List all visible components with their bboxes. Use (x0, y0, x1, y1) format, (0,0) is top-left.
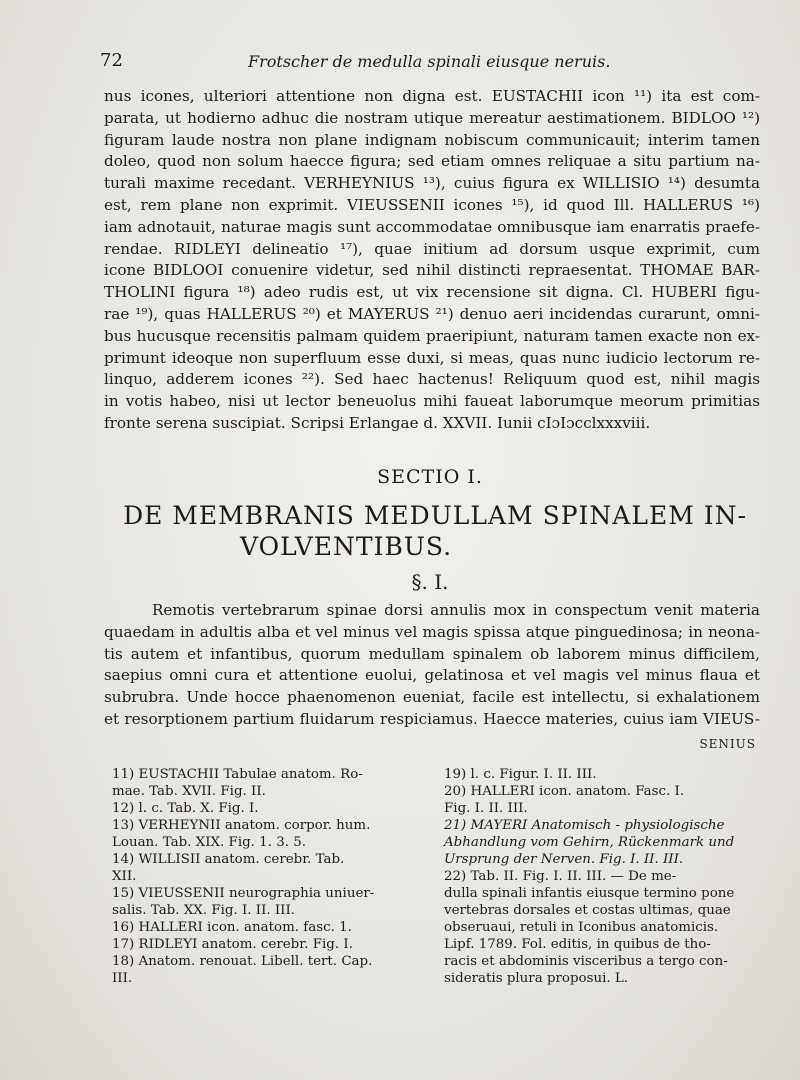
footnote-line: obseruaui, retuli in Iconibus anatomicis. (444, 920, 719, 935)
footnote-line: 13) VERHEYNII anatom. corpor. hum. (112, 818, 371, 833)
footnote-line: Lipf. 1789. Fol. editis, in quibus de tho- (444, 937, 711, 952)
text-line: rae ¹⁹), quas HALLERUS ²⁰) et MAYERUS ²¹) denuo aeri incidendas curarunt, omni- (104, 304, 760, 323)
text-line: rendae. RIDLEYI delineatio ¹⁷), quae initium ad dorsum usque exprimit, cum (104, 239, 760, 258)
footnote-line: 20) HALLERI icon. anatom. Fasc. I. (444, 784, 685, 799)
text-line: tis autem et infantibus, quorum medullam spinalem ob laborem minus difficilem, (104, 644, 760, 663)
text-line: in votis habeo, nisi ut lector beneuolus mihi faueat laborumque meorum primitias (104, 392, 760, 411)
section-title (110, 500, 760, 562)
text-line: subrubra. Unde hocce phaenomenon eueniat, facile est intellectu, si exhalationem (104, 688, 760, 707)
footnote-line: vertebras dorsales et costas ultimas, quae (444, 903, 731, 918)
section-label: SECTIO I. (377, 466, 483, 488)
footnote-line: 19) l. c. Figur. I. II. III. (444, 767, 597, 782)
body-paragraph (104, 600, 760, 731)
text-line: parata, ut hodierno adhuc die nostram utique mereatur aestimationem. BIDLOO ¹²) (104, 108, 760, 127)
text-line: turali maxime recedant. VERHEYNIUS ¹³), cuius figura ex WILLISIO ¹⁴) desumta (104, 174, 760, 193)
footnote-line: Ursprung der Nerven. Fig. I. II. III. (444, 852, 684, 867)
page-header (100, 50, 760, 80)
footnote-line: salis. Tab. XX. Fig. I. II. III. (112, 903, 296, 918)
text-line: fronte serena suscipiat. Scripsi Erlangae d. XXVII. Iunii cIɔIɔcclxxxviii. (104, 413, 651, 432)
footnote-line: 12) l. c. Tab. X. Fig. I. (112, 801, 259, 816)
text-line: iam adnotauit, naturae magis sunt accommodatae omnibusque iam enarratis praefe- (104, 217, 760, 236)
text-line: est, rem plane non exprimit. VIEUSSENII icones ¹⁵), id quod Ill. HALLERUS ¹⁶) (104, 195, 760, 214)
footnote-line: mae. Tab. XVII. Fig. II. (112, 784, 266, 799)
text-line: quaedam in adultis alba et vel minus vel magis spissa atque pinguedinosa; in neona- (104, 622, 760, 641)
text-line: saepius omni cura et attentione euolui, gelatinosa et vel magis vel minus flaua et (104, 666, 760, 685)
footnote-line: 18) Anatom. renouat. Libell. tert. Cap. (112, 954, 373, 969)
catchword: SENIUS (699, 737, 756, 751)
running-head: Frotscher de medulla spinali eiusque neruis. (248, 52, 611, 71)
footnote-line: 17) RIDLEYI anatom. cerebr. Fig. I. (112, 937, 353, 952)
page-number: 72 (100, 50, 123, 71)
intro-paragraph (104, 86, 760, 435)
text-line: et resorptionem partium fluidarum respiciamus. Haecce materies, cuius iam VIEUS- (104, 709, 760, 728)
footnote-line: Abhandlung vom Gehirn, Rückenmark und (444, 835, 735, 850)
text-line: doleo, quod non solum haecce figura; sed etiam omnes reliquae a situ partium na- (104, 152, 760, 171)
footnote-line: sideratis plura proposui. L. (444, 971, 629, 986)
footnote-line: dulla spinali infantis eiusque termino pone (444, 886, 735, 901)
footnote-line: 11) EUSTACHII Tabulae anatom. Ro- (112, 767, 363, 782)
footnote-line: 22) Tab. II. Fig. I. II. III. — De me- (444, 869, 677, 884)
text-line: bus hucusque recensitis palmam quidem praeripiunt, naturam tamen exacte non ex- (104, 326, 760, 345)
text-line: linquo, adderem icones ²²). Sed haec hactenus! Reliquum quod est, nihil magis (104, 370, 760, 389)
text-line: nus icones, ulteriori attentione non digna est. EUSTACHII icon ¹¹) ita est com- (104, 87, 760, 105)
section-title-line: DE MEMBRANIS MEDULLAM SPINALEM IN- (123, 501, 747, 530)
footnote-line: III. (112, 971, 133, 986)
footnote-line: 14) WILLISII anatom. cerebr. Tab. (112, 852, 345, 867)
text-line: THOLINI figura ¹⁸) adeo rudis est, ut vix recensione sit digna. Cl. HUBERI figu- (104, 283, 760, 302)
footnote-line: 16) HALLERI icon. anatom. fasc. 1. (112, 920, 352, 935)
paragraph-number: §. I. (411, 570, 449, 594)
footnotes-left-column (112, 766, 410, 987)
footnote-line: racis et abdominis visceribus a tergo con- (444, 954, 728, 969)
text-line: icone BIDLOOI conuenire videtur, sed nihil distincti repraesentat. THOMAE BAR- (104, 261, 760, 280)
text-line: primunt ideoque non superfluum esse duxi, si meas, quas nunc iudicio lectorum re- (104, 348, 760, 367)
text-line: Remotis vertebrarum spinae dorsi annulis mox in conspectum venit materia (152, 601, 760, 619)
footnote-line: 21) MAYERI Anatomisch - physiologische (444, 818, 725, 833)
section-title-line: VOLVENTIBUS. (240, 532, 453, 561)
footnote-line: Fig. I. II. III. (444, 801, 528, 816)
footnote-line: 15) VIEUSSENII neurographia uniuer- (112, 886, 375, 901)
text-line: figuram laude nostra non plane indignam nobiscum communicauit; interim tamen (104, 130, 760, 149)
footnote-line: Louan. Tab. XIX. Fig. 1. 3. 5. (112, 835, 307, 850)
footnotes-right-column (444, 766, 762, 987)
footnote-line: XII. (112, 869, 137, 884)
